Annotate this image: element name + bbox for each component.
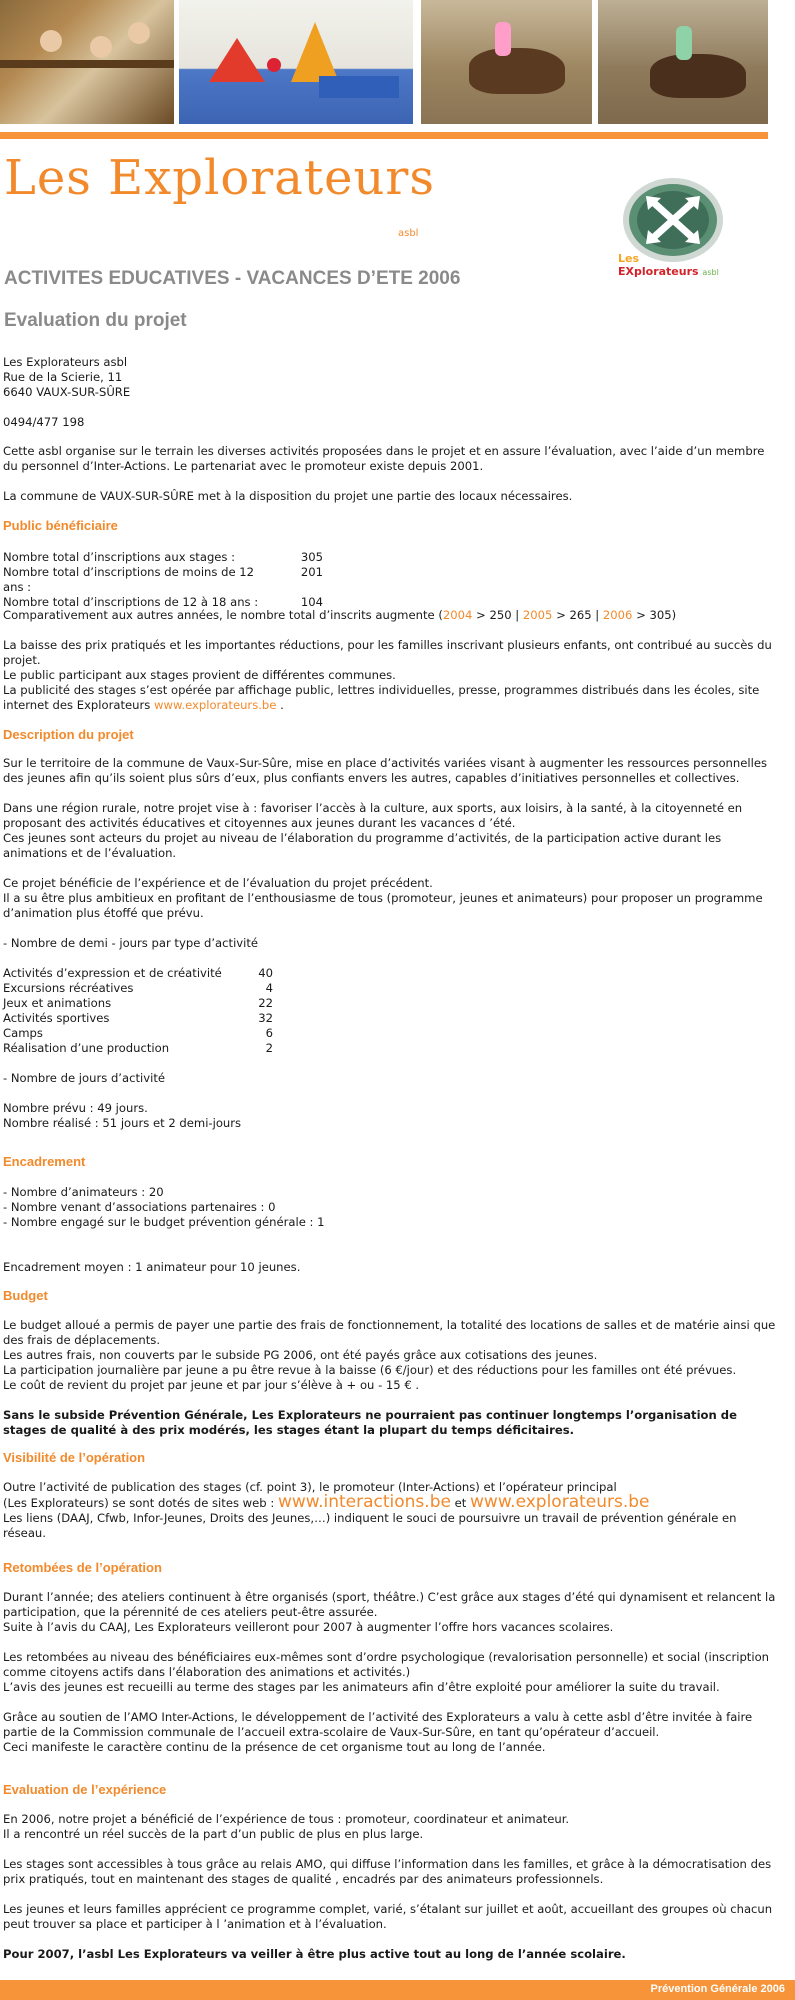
activity-row bbox=[3, 981, 778, 996]
play-tent-orange bbox=[291, 22, 339, 82]
budget-paragraph-2: Les autres frais, non couverts par le subside PG 2006, ont été payés grâce aux cotisations des jeunes. bbox=[3, 1348, 598, 1362]
activity-value: 40 bbox=[258, 966, 273, 980]
activity-label: Réalisation d’une production bbox=[3, 1041, 170, 1055]
retombees-text bbox=[3, 1590, 778, 1755]
activity-label: Activités d’expression et de créativité bbox=[3, 966, 222, 980]
activity-row bbox=[3, 1026, 778, 1041]
stat-label: Nombre total d’inscriptions de 12 à 18 ans : bbox=[3, 595, 259, 609]
logo-asbl: asbl bbox=[398, 228, 419, 239]
photo-children-gym bbox=[179, 0, 413, 124]
stat-label: Nombre total d’inscriptions aux stages : bbox=[3, 550, 236, 564]
activity-value: 22 bbox=[258, 996, 273, 1010]
days-done: Nombre réalisé : 51 jours et 2 demi-jours bbox=[3, 1116, 242, 1130]
budget-paragraph-3: La participation journalière par jeune a pu être revue à la baisse (6 €/jour) et des réductions pour les familles ont été prévues. bbox=[3, 1363, 737, 1377]
stat-label: Nombre total d’inscriptions de moins de 12 ans : bbox=[3, 565, 255, 594]
encadrement-average: Encadrement moyen : 1 animateur pour 10 jeunes. bbox=[3, 1260, 301, 1274]
publicity-text: La publicité des stages s’est opérée par affichage public, lettres individuelles, presse, programmes distribués dans les écoles, site internet des Explorateurs bbox=[3, 683, 760, 712]
photo-horse-riding-2 bbox=[598, 0, 768, 124]
retombees-paragraph-6: Ceci manifeste le caractère continu de la présence de cet organisme tout au long de l’année. bbox=[3, 1740, 546, 1754]
experience-paragraph-2: Il a rencontré un réel succès de la part d’un public de plus en plus large. bbox=[3, 1827, 424, 1841]
budget-text bbox=[3, 1318, 778, 1438]
experience-paragraph-4: Les jeunes et leurs familles apprécient ce programme complet, varié, s’étalant sur juillet et août, accueillant des groupes où chacun peut trouver sa place et participer à l ’animation et à l’évaluation. bbox=[3, 1902, 773, 1931]
description-paragraph-2: Dans une région rurale, notre projet vise à : favoriser l’accès à la culture, aux sports, aux loisirs, à la santé, à la citoyenneté en proposant des activités éducatives et citoyennes aux jeunes durant les vacances d ’été. bbox=[3, 801, 743, 830]
activity-label: Jeux et animations bbox=[3, 996, 112, 1010]
activity-row bbox=[3, 996, 778, 1011]
photo-horse-riding-1 bbox=[421, 0, 592, 124]
activity-row bbox=[3, 1011, 778, 1026]
stat-value: 305 bbox=[300, 550, 323, 564]
activity-label: Excursions récréatives bbox=[3, 981, 134, 995]
visibilite-text bbox=[3, 1480, 778, 1541]
year-2005: 2005 bbox=[522, 608, 553, 622]
public-paragraph-3 bbox=[3, 683, 778, 713]
activity-label: Activités sportives bbox=[3, 1011, 110, 1025]
description-paragraph-5: Il a su être plus ambitieux en profitant de l’enthousiasme de tous (promoteur, jeunes et animateurs) pour proposer un programme d’animation plus étoffé que prévu. bbox=[3, 891, 763, 920]
heading-budget: Budget bbox=[3, 1288, 48, 1303]
child-face bbox=[90, 36, 112, 58]
stat-value: 201 bbox=[300, 565, 323, 579]
value-2004: > 250 | bbox=[472, 608, 523, 622]
child-face bbox=[40, 30, 62, 52]
encadrement-text bbox=[3, 1185, 778, 1275]
activity-value: 32 bbox=[258, 1011, 273, 1025]
activity-value: 6 bbox=[265, 1026, 273, 1040]
barn-beam bbox=[0, 60, 174, 68]
description-paragraph-1: Sur le territoire de la commune de Vaux-Sur-Sûre, mise en place d’activités variées visant à augmenter les ressources personnelles des jeunes afin qu’ils soient plus sûrs d’eux, plus confiants envers les autres, capables d’initiatives personnelles et collectives. bbox=[3, 756, 767, 785]
public-details bbox=[3, 638, 778, 713]
experience-paragraph-1: En 2006, notre projet a bénéficié de l’expérience de tous : promoteur, coordinateur et animateur. bbox=[3, 1812, 570, 1826]
public-paragraph-2: Le public participant aux stages provient de différentes communes. bbox=[3, 668, 396, 682]
year-2004: 2004 bbox=[442, 608, 473, 622]
explorateurs-site-link[interactable]: www.explorateurs.be bbox=[470, 1492, 650, 1512]
heading-description: Description du projet bbox=[3, 727, 134, 742]
org-name: Les Explorateurs asbl bbox=[3, 355, 128, 369]
photo-strip bbox=[0, 0, 795, 128]
address-block bbox=[3, 355, 778, 430]
org-street: Rue de la Scierie, 11 bbox=[3, 370, 123, 384]
encadrement-line-1: - Nombre d’animateurs : 20 bbox=[3, 1185, 164, 1199]
intro-paragraph-2: La commune de VAUX-SUR-SÛRE met à la disposition du projet une partie des locaux nécessaires. bbox=[3, 489, 573, 503]
retombees-paragraph-1: Durant l’année; des ateliers continuent à être organisés (sport, théâtre.) C’est grâce aux stages d’été qui dynamisent et relancent la participation, que la pérennité de ces ateliers peut-être assurée. bbox=[3, 1590, 776, 1619]
heading-public: Public bénéficiaire bbox=[3, 518, 118, 533]
days-list-title: - Nombre de jours d’activité bbox=[3, 1071, 166, 1085]
intro-block bbox=[3, 444, 778, 504]
budget-emphasis: Sans le subside Prévention Générale, Les Explorateurs ne pourraient pas continuer longtemps l’organisation de stages de qualité à des prix modérés, les stages étant la plupart du temps déficitaires. bbox=[3, 1408, 737, 1437]
photo-children-barn bbox=[0, 0, 174, 124]
public-compare bbox=[3, 608, 778, 623]
heading-encadrement: Encadrement bbox=[3, 1154, 86, 1169]
encadrement-line-2: - Nombre venant d’associations partenaires : 0 bbox=[3, 1200, 276, 1214]
description-paragraph-3: Ces jeunes sont acteurs du projet au niveau de l’élaboration du programme d’activités, de la participation active durant les animations et de l’évaluation. bbox=[3, 831, 722, 860]
emblem-label bbox=[618, 252, 719, 278]
value-2005: > 265 | bbox=[552, 608, 603, 622]
explorateurs-link[interactable]: www.explorateurs.be bbox=[154, 698, 277, 712]
websites-and: et bbox=[450, 1496, 471, 1510]
public-paragraph-1: La baisse des prix pratiqués et les importantes réductions, pour les familles inscrivant plusieurs enfants, ont contribué au succès du projet. bbox=[3, 638, 772, 667]
page-subtitle: Evaluation du projet bbox=[4, 310, 187, 331]
org-city: 6640 VAUX-SUR-SÛRE bbox=[3, 385, 131, 399]
retombees-paragraph-2: Suite à l’avis du CAAJ, Les Explorateurs veilleront pour 2007 à augmenter l’offre hors vacances scolaires. bbox=[3, 1620, 614, 1634]
rider bbox=[495, 22, 511, 56]
activity-row bbox=[3, 1041, 778, 1056]
experience-text bbox=[3, 1812, 778, 1962]
stat-row bbox=[3, 550, 778, 565]
description-text bbox=[3, 756, 778, 1131]
stat-value: 104 bbox=[300, 595, 323, 609]
experience-emphasis: Pour 2007, l’asbl Les Explorateurs va veiller à être plus active tout au long de l’année scolaire. bbox=[3, 1947, 626, 1961]
websites-prefix: (Les Explorateurs) se sont dotés de sites web : bbox=[3, 1496, 278, 1510]
retombees-paragraph-5: Grâce au soutien de l’AMO Inter-Actions, le développement de l’activité des Explorateurs a valu à cette asbl d’être invitée à faire partie de la Commission communale de l’accueil extra-scolaire de Vaux-Sur-Sûre, en tant qu’opérateur d’accueil. bbox=[3, 1710, 753, 1739]
emblem-line2: EXplorateurs bbox=[618, 265, 699, 278]
compare-prefix: Comparativement aux autres années, le nombre total d’inscrits augmente ( bbox=[3, 608, 443, 622]
activity-value: 2 bbox=[265, 1041, 273, 1055]
heading-retombees: Retombées de l’opération bbox=[3, 1560, 162, 1575]
days-planned: Nombre prévu : 49 jours. bbox=[3, 1101, 148, 1115]
publicity-end: . bbox=[276, 698, 284, 712]
retombees-paragraph-4: L’avis des jeunes est recueilli au terme des stages par les animateurs afin d’être exploité pour améliorer la suite du travail. bbox=[3, 1680, 720, 1694]
ball bbox=[267, 58, 281, 72]
header-divider bbox=[0, 132, 768, 139]
activities-list bbox=[3, 966, 778, 1056]
value-2006: > 305) bbox=[632, 608, 677, 622]
compare-line bbox=[3, 608, 778, 623]
rider bbox=[676, 26, 692, 60]
horse bbox=[650, 54, 746, 98]
retombees-paragraph-3: Les retombées au niveau des bénéficiaires eux-mêmes sont d’ordre psychologique (revalorisation personnelle) et social (inscription comme citoyens actifs dans l’élaboration des animations et activités.) bbox=[3, 1650, 770, 1679]
budget-paragraph-4: Le coût de revient du projet par jeune et par jour s’élève à + ou - 15 € . bbox=[3, 1378, 420, 1392]
activities-list-title: - Nombre de demi - jours par type d’activité bbox=[3, 936, 259, 950]
encadrement-line-3: - Nombre engagé sur le budget prévention générale : 1 bbox=[3, 1215, 325, 1229]
emblem-line3: asbl bbox=[702, 268, 719, 277]
heading-visibilite: Visibilité de l’opération bbox=[3, 1450, 146, 1465]
budget-paragraph-1: Le budget alloué a permis de payer une partie des frais de fonctionnement, la totalité des locations de salles et de matérie ainsi que des frais de déplacements. bbox=[3, 1318, 776, 1347]
heading-experience: Evaluation de l’expérience bbox=[3, 1782, 167, 1797]
footer-bar bbox=[0, 1980, 795, 2000]
horse bbox=[469, 48, 565, 94]
activity-value: 4 bbox=[265, 981, 273, 995]
visibilite-paragraph-3: Les liens (DAAJ, Cfwb, Infor-Jeunes, Droits des Jeunes,…) indiquent le souci de poursuivre un travail de prévention générale en réseau. bbox=[3, 1511, 737, 1540]
play-tent-red bbox=[209, 38, 265, 82]
activity-row bbox=[3, 966, 778, 981]
description-paragraph-4: Ce projet bénéficie de l’expérience et de l’évaluation du projet précédent. bbox=[3, 876, 433, 890]
page-title: ACTIVITES EDUCATIVES - VACANCES D’ETE 2006 bbox=[4, 268, 461, 289]
activity-label: Camps bbox=[3, 1026, 43, 1040]
visibilite-paragraph-2 bbox=[3, 1492, 778, 1512]
logo-title: Les Explorateurs bbox=[4, 150, 436, 206]
footer-text: Prévention Générale 2006 bbox=[650, 1983, 785, 1995]
public-stats bbox=[3, 550, 778, 610]
gym-mat bbox=[319, 76, 399, 98]
experience-paragraph-3: Les stages sont accessibles à tous grâce au relais AMO, qui diffuse l’information dans les familles, et grâce à la démocratisation des prix pratiqués, tout en maintenant des stages de qualité , encadrés par des animateurs professionnels. bbox=[3, 1857, 772, 1886]
child-face bbox=[128, 22, 150, 44]
year-2006: 2006 bbox=[602, 608, 633, 622]
org-phone: 0494/477 198 bbox=[3, 415, 85, 429]
interactions-link[interactable]: www.interactions.be bbox=[277, 1492, 451, 1512]
intro-paragraph-1: Cette asbl organise sur le terrain les diverses activités proposées dans le projet et en assure l’évaluation, avec l’aide d’un membre du personnel d’Inter-Actions. Le partenariat avec le promoteur existe depuis 2001. bbox=[3, 444, 765, 473]
stat-row bbox=[3, 565, 778, 595]
visibilite-paragraph-1: Outre l’activité de publication des stages (cf. point 3), le promoteur (Inter-Actions) et l’opérateur principal bbox=[3, 1480, 617, 1494]
emblem-line1: Les bbox=[618, 252, 640, 265]
